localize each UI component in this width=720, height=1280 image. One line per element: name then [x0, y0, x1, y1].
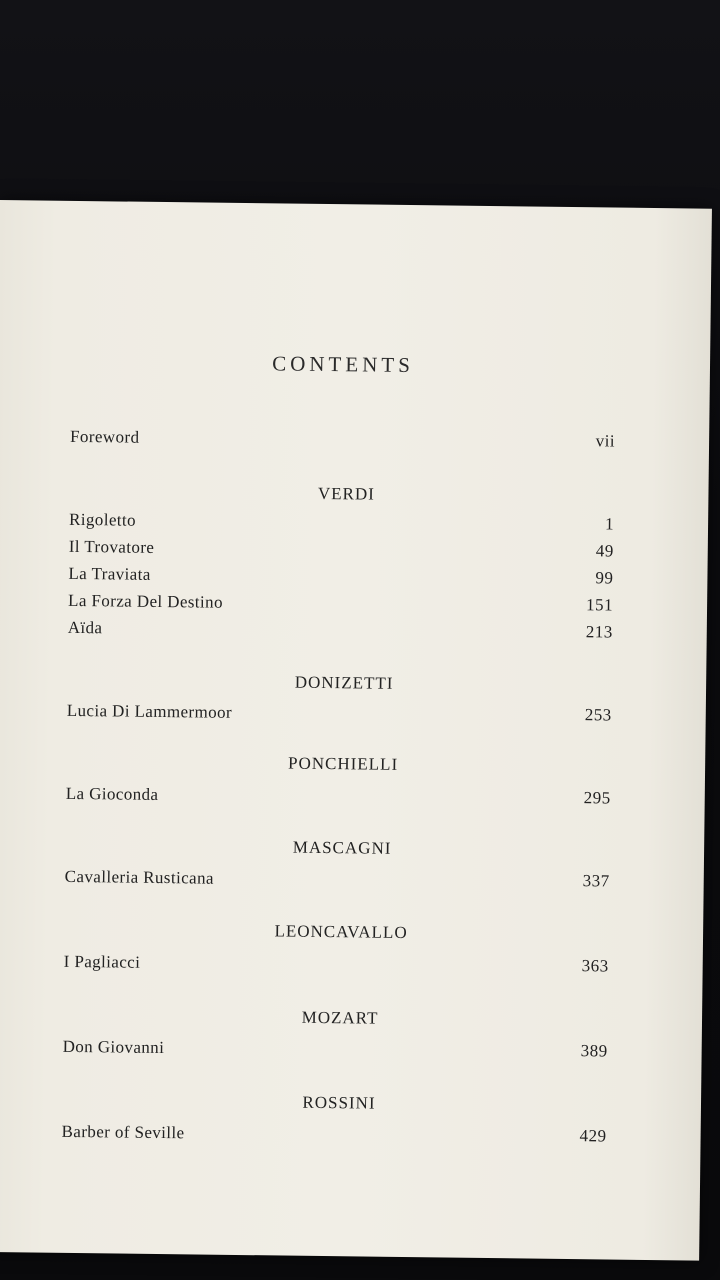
toc-entry-title: Lucia Di Lammermoor — [66, 700, 233, 722]
toc-entry-title: Aïda — [67, 617, 103, 638]
composer-heading-ponchielli: PONCHIELLI — [287, 753, 399, 774]
toc-entry-title: Barber of Seville — [61, 1121, 185, 1143]
toc-entry-title: Il Trovatore — [68, 536, 155, 557]
toc-entry-foreword — [70, 427, 615, 458]
toc-entry-title: La Forza Del Destino — [67, 590, 224, 612]
composer-heading-leoncavallo: LEONCAVALLO — [274, 921, 408, 943]
toc-entry-title: Cavalleria Rusticana — [64, 866, 214, 888]
toc-entry-page: 253 — [584, 705, 612, 725]
toc-entry-page: 389 — [580, 1041, 608, 1061]
toc-entry-page: 363 — [581, 956, 609, 976]
toc-entry — [69, 510, 614, 541]
toc-entry — [61, 1122, 606, 1153]
contents-heading: CONTENTS — [272, 351, 414, 378]
book-page — [0, 200, 712, 1261]
toc-entry — [66, 784, 611, 815]
toc-entry-page: vii — [595, 431, 616, 451]
composer-heading-mascagni: MASCAGNI — [292, 837, 392, 858]
toc-entry-page: 1 — [604, 514, 615, 534]
toc-entry-title: Don Giovanni — [62, 1036, 165, 1058]
toc-entry — [68, 564, 613, 595]
toc-entry — [68, 618, 613, 649]
toc-entry-title: La Gioconda — [65, 783, 159, 804]
toc-entry — [65, 867, 610, 898]
toc-entry — [69, 537, 614, 568]
toc-entry-page: 295 — [583, 788, 611, 808]
toc-entry-page: 337 — [582, 871, 610, 891]
toc-entry-page: 99 — [595, 568, 614, 588]
composer-heading-donizetti: DONIZETTI — [294, 672, 394, 693]
toc-entry-title: La Traviata — [68, 563, 151, 584]
toc-entry-page: 49 — [595, 541, 614, 561]
toc-entry-title: Rigoletto — [68, 509, 137, 530]
toc-entry-page: 151 — [585, 595, 614, 615]
toc-entry-title: Foreword — [70, 426, 140, 447]
toc-entry-page: 213 — [585, 622, 613, 642]
toc-entry-page: 429 — [579, 1126, 607, 1146]
toc-entry — [64, 952, 609, 983]
toc-entry — [68, 591, 613, 622]
toc-entry — [67, 701, 612, 732]
composer-heading-rossini: ROSSINI — [302, 1092, 376, 1113]
composer-heading-mozart: MOZART — [301, 1007, 379, 1028]
toc-entry — [62, 1037, 607, 1068]
composer-heading-verdi: VERDI — [317, 483, 376, 504]
toc-entry-title: I Pagliacci — [63, 951, 141, 972]
